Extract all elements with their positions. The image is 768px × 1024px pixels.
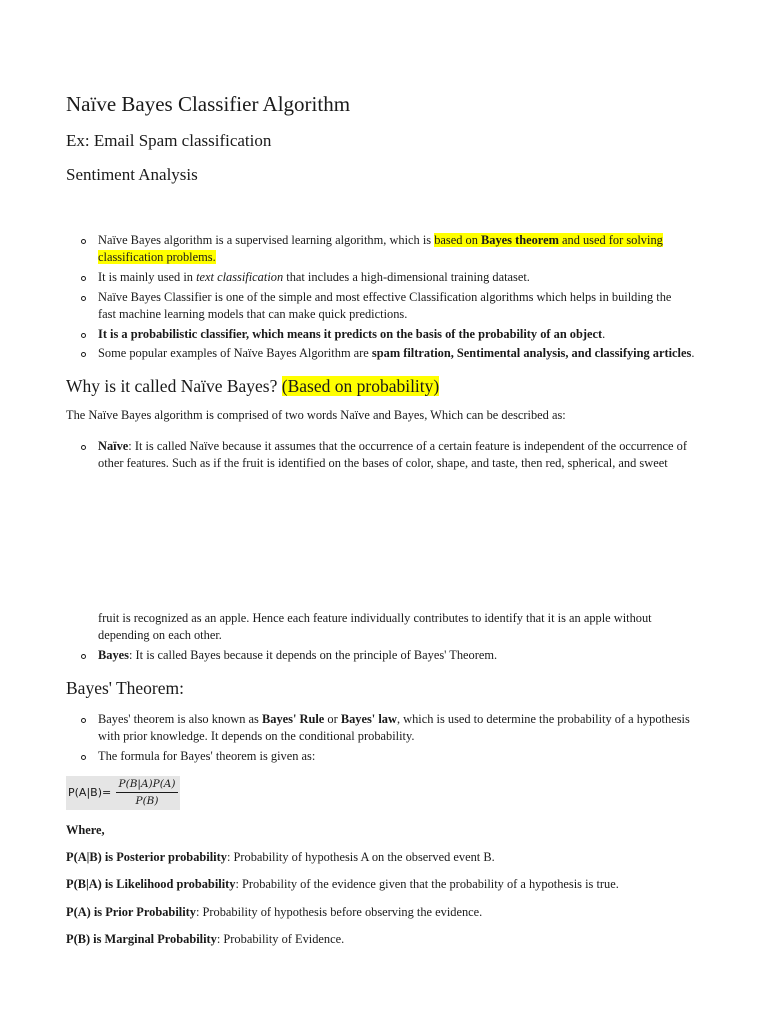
list-item: Bayes: It is called Bayes because it depends on the principle of Bayes' Theorem.	[98, 647, 702, 664]
list-item-continuation: fruit is recognized as an apple. Hence each feature individually contributes to identify that it is an apple without depending on each other.	[98, 611, 652, 642]
list-item: Some popular examples of Naïve Bayes Algorithm are spam filtration, Sentimental analysis, and classifying articles.	[98, 345, 702, 362]
highlighted-text: classification problems.	[98, 250, 216, 264]
list-item: Naïve: It is called Naïve because it assumes that the occurrence of a certain feature is independent of the occurrence of other features. Such as if the fruit is identified on the bases of color, shape, and taste, then red, spherical, and sweet	[98, 438, 702, 472]
hollow-circle-bullet-icon	[81, 296, 86, 301]
hollow-circle-bullet-icon	[81, 333, 86, 338]
list-item: Bayes' theorem is also known as Bayes' Rule or Bayes' law, which is used to determine the probability of a hypothesis with prior knowledge. It depends on the conditional probability.	[98, 711, 702, 745]
why-intro: The Naïve Bayes algorithm is comprised of two words Naïve and Bayes, Which can be described as:	[66, 408, 566, 422]
definition-posterior: P(A|B) is Posterior probability: Probability of hypothesis A on the observed event B.	[66, 850, 495, 864]
formula-denominator: P(B)	[135, 795, 159, 807]
bayes-formula-image	[66, 776, 180, 810]
list-item: Naïve Bayes algorithm is a supervised learning algorithm, which is based on Bayes theorem and used for solving classification problems.	[98, 232, 702, 266]
formula-lhs: P(A|B)=	[68, 786, 112, 799]
highlighted-text: (Based on probability)	[281, 376, 440, 396]
section-heading-why: Why is it called Naïve Bayes? (Based on probability)	[66, 376, 440, 396]
hollow-circle-bullet-icon	[81, 239, 86, 244]
example-line: Ex: Email Spam classification	[66, 131, 272, 150]
section-heading-theorem: Bayes' Theorem:	[66, 678, 185, 698]
definition-likelihood: P(B|A) is Likelihood probability: Probability of the evidence given that the probability of a hypothesis is true.	[66, 877, 619, 891]
page-title: Naïve Bayes Classifier Algorithm	[66, 92, 351, 116]
hollow-circle-bullet-icon	[81, 352, 86, 357]
list-item: Naïve Bayes Classifier is one of the simple and most effective Classification algorithms which helps in building the fast machine learning models that can make quick predictions.	[98, 289, 702, 323]
sentiment-line: Sentiment Analysis	[66, 165, 198, 184]
list-item: It is mainly used in text classification that includes a high-dimensional training dataset.	[98, 269, 702, 286]
definition-marginal: P(B) is Marginal Probability: Probability of Evidence.	[66, 932, 345, 946]
hollow-circle-bullet-icon	[81, 445, 86, 450]
list-item: The formula for Bayes' theorem is given as:	[98, 748, 702, 765]
definition-prior: P(A) is Prior Probability: Probability of hypothesis before observing the evidence.	[66, 905, 483, 919]
hollow-circle-bullet-icon	[81, 755, 86, 760]
hollow-circle-bullet-icon	[81, 718, 86, 723]
list-item: It is a probabilistic classifier, which means it predicts on the basis of the probability of an object.	[98, 326, 702, 343]
formula-fraction	[116, 777, 178, 808]
formula-numerator: P(B|A)P(A)	[118, 778, 176, 790]
hollow-circle-bullet-icon	[81, 654, 86, 659]
where-label: Where,	[66, 823, 105, 837]
fraction-bar	[116, 792, 178, 793]
hollow-circle-bullet-icon	[81, 276, 86, 281]
